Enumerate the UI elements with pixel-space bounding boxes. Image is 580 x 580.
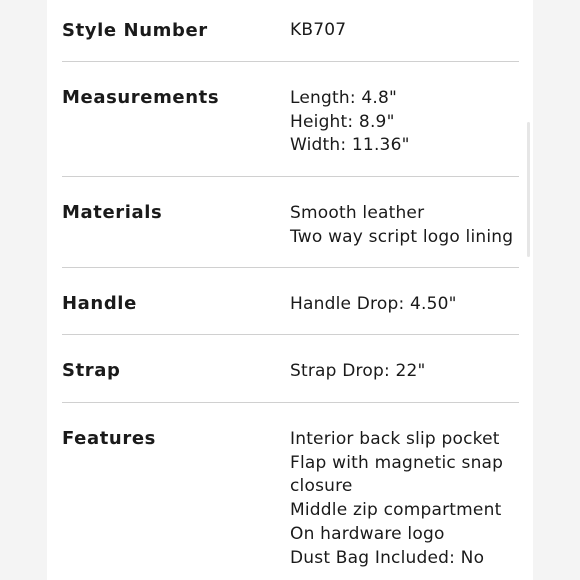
spec-value-line: Width: 11.36" — [290, 135, 410, 156]
spec-row-features — [62, 403, 519, 580]
spec-value-line: Smooth leather — [290, 203, 425, 223]
scrollbar[interactable] — [527, 122, 530, 257]
spec-row-handle — [62, 268, 519, 335]
spec-label: Features — [62, 428, 156, 449]
spec-value-line: Flap with magnetic snap closure — [290, 452, 504, 497]
spec-label: Measurements — [62, 87, 220, 108]
spec-value-line: Strap Drop: 22" — [290, 361, 426, 381]
spec-label: Style Number — [62, 20, 208, 41]
spec-row-style-number — [62, 0, 519, 62]
spec-value-line: Interior back slip pocket — [290, 429, 500, 449]
spec-value — [290, 19, 515, 43]
spec-value — [290, 293, 515, 317]
spec-value-line: Two way script logo lining — [290, 226, 514, 247]
spec-value-line: Height: 8.9" — [290, 111, 395, 132]
spec-label: Handle — [62, 293, 137, 314]
product-details-panel — [47, 0, 533, 580]
spec-value — [290, 360, 515, 384]
spec-label: Materials — [62, 202, 163, 223]
spec-value-line: Middle zip compartment — [290, 500, 502, 521]
spec-value-line: KB707 — [290, 20, 347, 40]
spec-row-materials — [62, 177, 519, 268]
spec-label: Strap — [62, 360, 121, 381]
spec-row-measurements — [62, 62, 519, 177]
spec-value — [290, 202, 515, 249]
spec-value-line: Handle Drop: 4.50" — [290, 294, 457, 314]
spec-value — [290, 428, 515, 570]
spec-row-strap — [62, 335, 519, 403]
spec-value-line: On hardware logo — [290, 523, 445, 544]
spec-value-line: Length: 4.8" — [290, 88, 398, 108]
spec-value — [290, 87, 515, 158]
spec-value-line: Dust Bag Included: No — [290, 547, 485, 568]
